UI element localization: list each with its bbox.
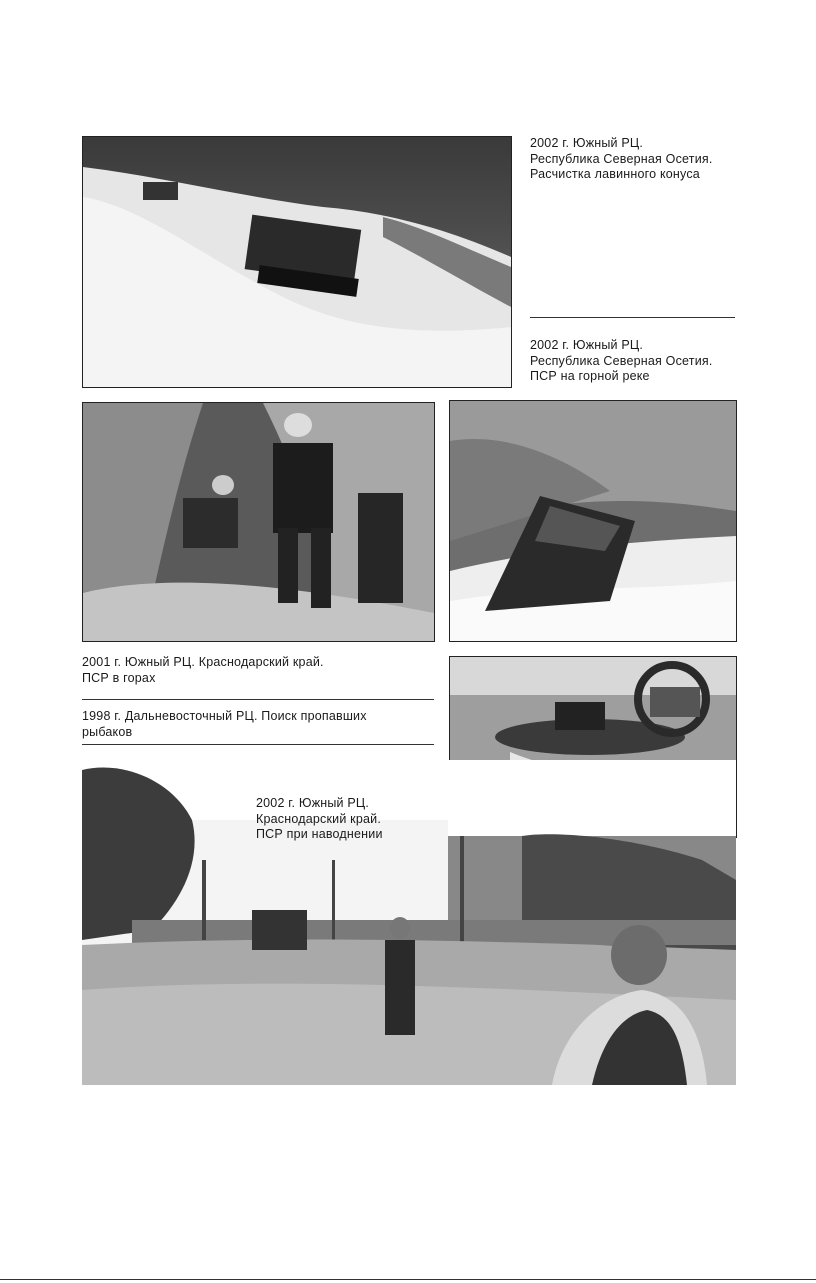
mountains-caption: 2001 г. Южный РЦ. Краснодарский край. ПСР в горах (82, 655, 324, 685)
page-bottom-rule (0, 1279, 816, 1280)
caption-divider (82, 699, 434, 700)
caption-divider (530, 317, 735, 318)
avalanche-caption: 2002 г. Южный РЦ. Республика Северная Осетия. Расчистка лавинного конуса (530, 136, 713, 181)
avalanche-clearing-photo (82, 136, 512, 388)
river-boat-photo (449, 400, 737, 642)
mountain-rescue-photo (82, 402, 435, 642)
caption-divider (82, 744, 434, 745)
flood-caption: 2002 г. Южный РЦ. Краснодарский край. ПСР при наводнении (256, 796, 383, 841)
fishermen-caption: 1998 г. Дальневосточный РЦ. Поиск пропавших рыбаков (82, 709, 367, 739)
mountain-river-caption: 2002 г. Южный РЦ. Республика Северная Осетия. ПСР на горной реке (530, 338, 713, 383)
